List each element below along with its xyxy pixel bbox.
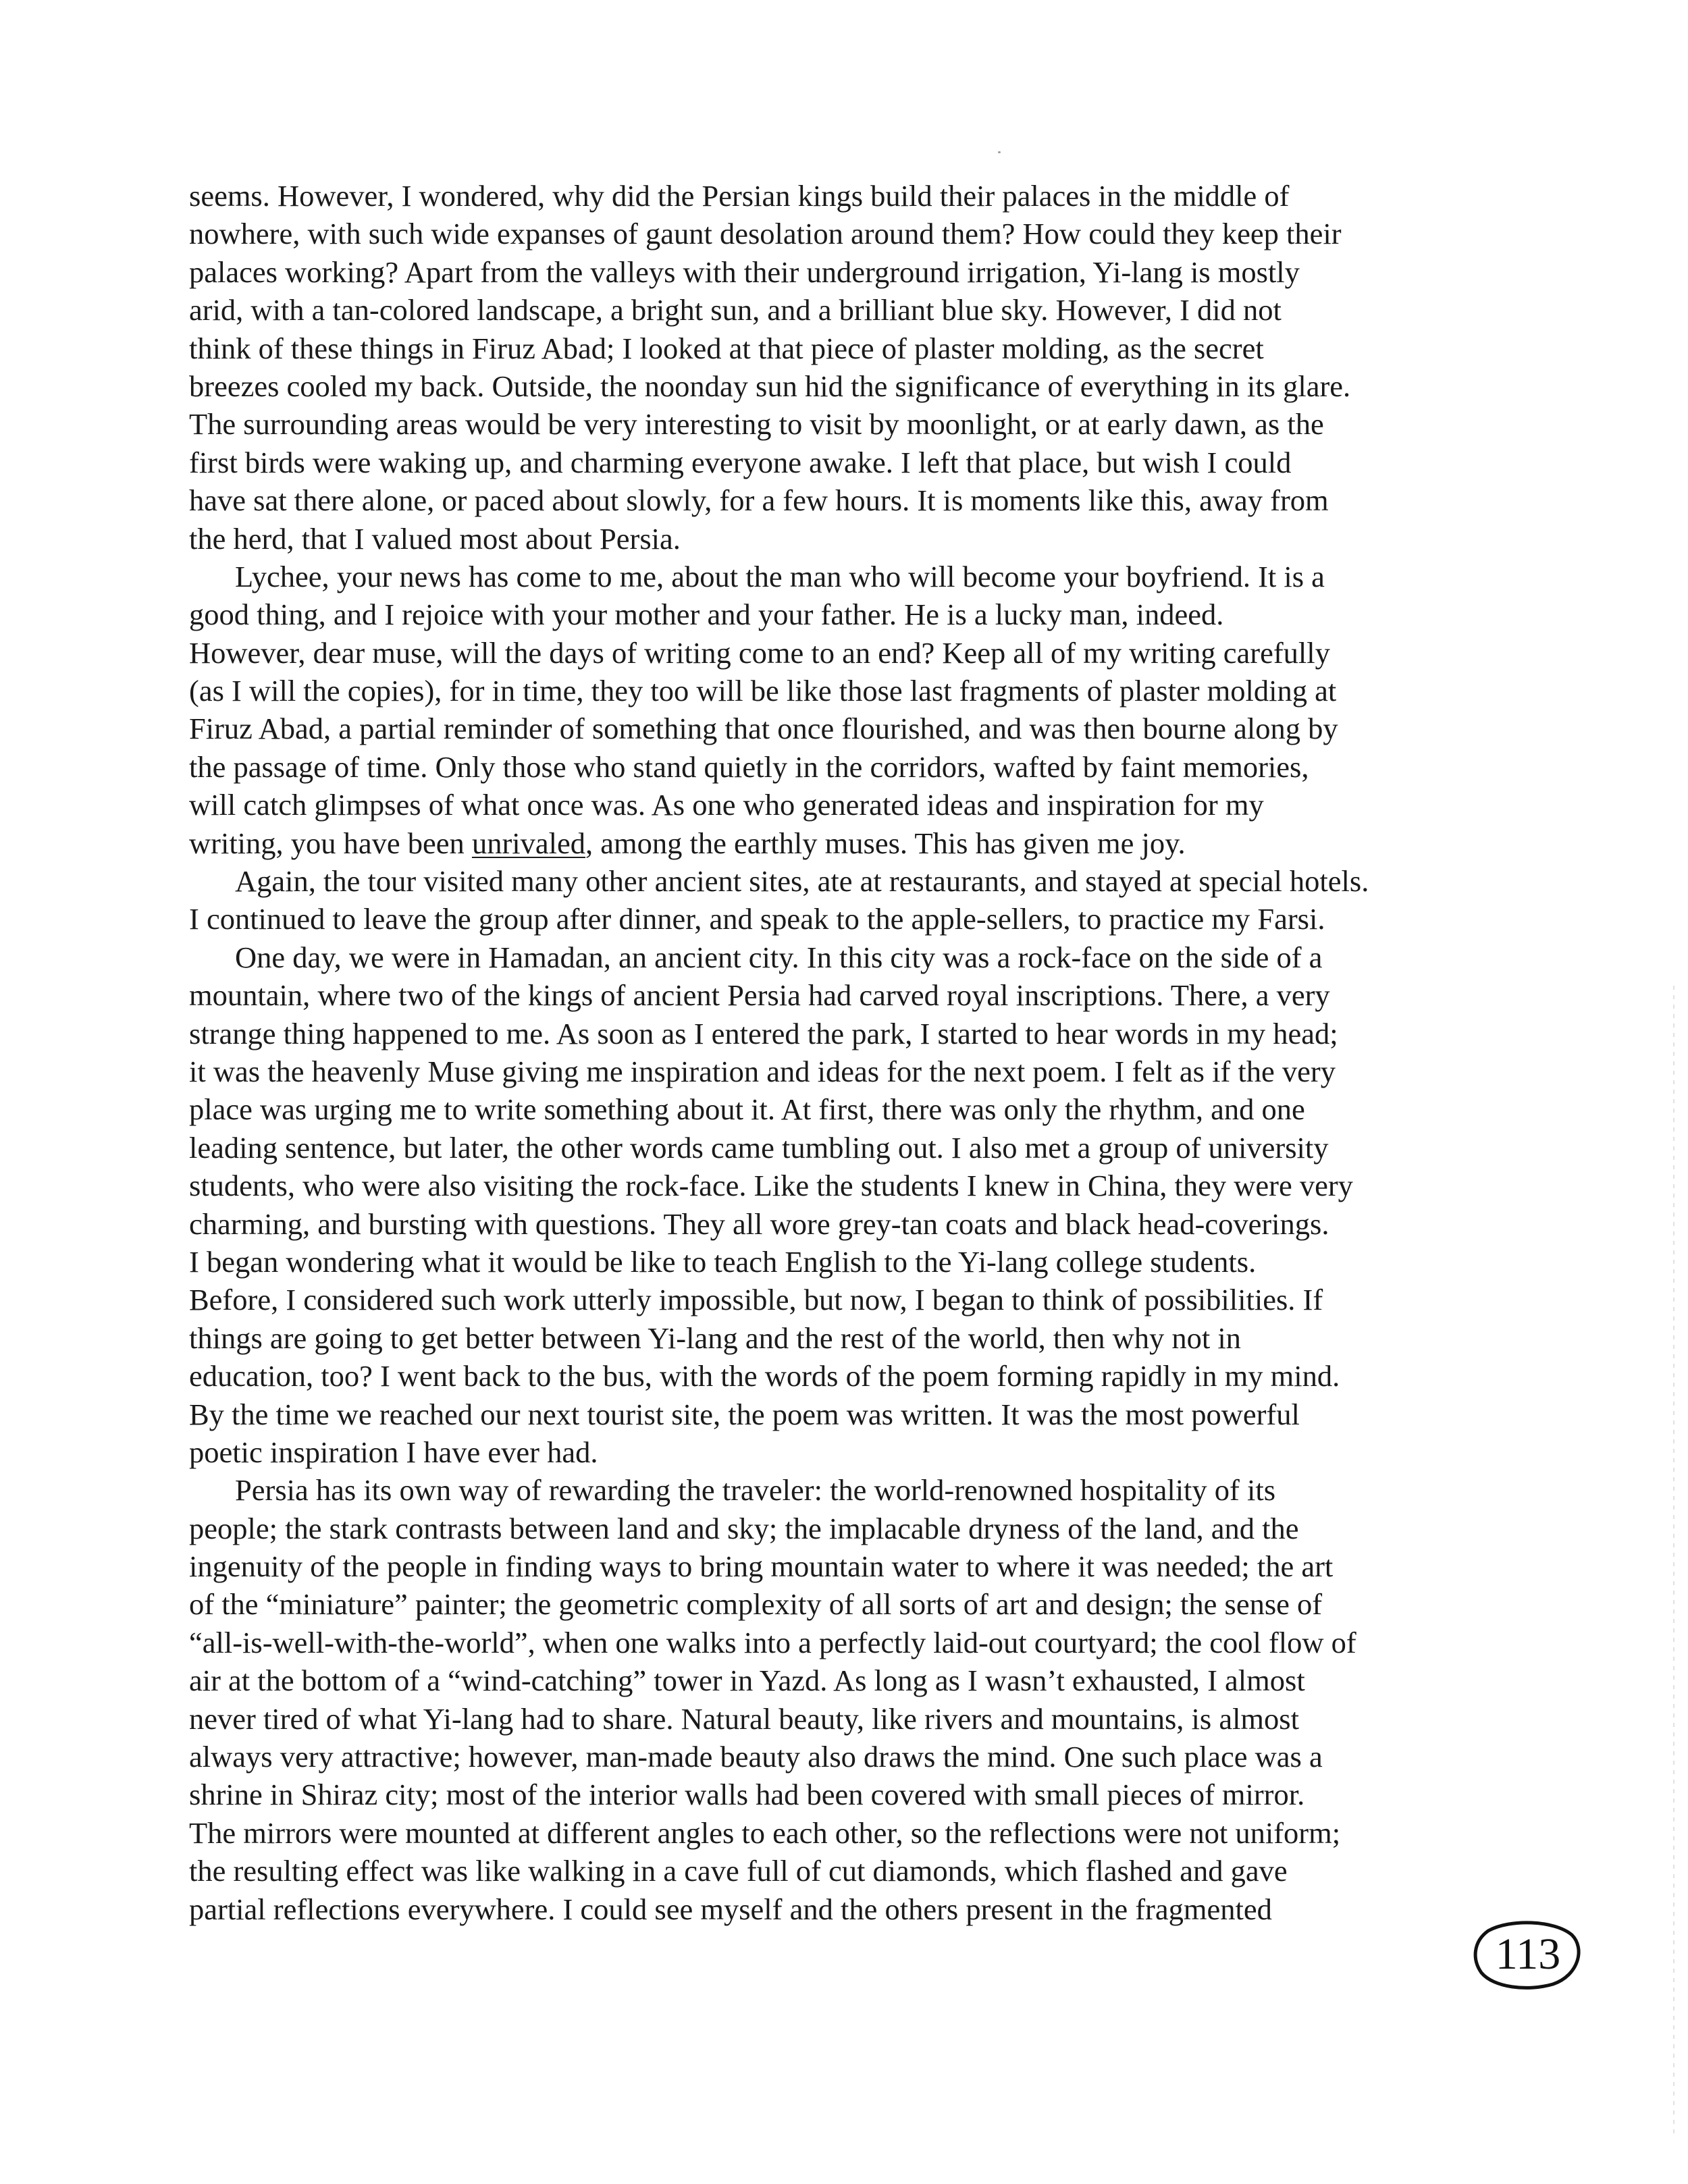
text-line: Before, I considered such work utterly impossible, but now, I began to think of possibilities. If <box>189 1283 1323 1317</box>
paragraph-start-line: Lychee, your news has come to me, about the man who will become your boyfriend. It is a <box>235 559 1325 593</box>
text-line: breezes cooled my back. Outside, the noonday sun hid the significance of everything in its glare. <box>189 369 1351 403</box>
text-line: think of these things in Firuz Abad; I looked at that piece of plaster molding, as the secret <box>189 331 1264 365</box>
handwritten-page-number <box>1471 1915 1585 1992</box>
body-text <box>189 177 1492 1928</box>
text-line: charming, and bursting with questions. They all wore grey-tan coats and black head-coverings. <box>189 1206 1329 1241</box>
muse-line-after: , among the earthly muses. This has given me joy. <box>585 826 1186 860</box>
scan-edge-artifact <box>1673 986 1674 2133</box>
text-line: However, dear muse, will the days of writing come to an end? Keep all of my writing carefully <box>189 635 1330 670</box>
text-line: (as I will the copies), for in time, they too will be like those last fragments of plaster molding at <box>189 674 1337 708</box>
text-line: the herd, that I valued most about Persia. <box>189 521 681 556</box>
text-line: leading sentence, but later, the other words came tumbling out. I also met a group of university <box>189 1130 1329 1165</box>
muse-line-before: writing, you have been <box>189 826 472 860</box>
page-number-circle <box>1471 1915 1585 1992</box>
text-line: things are going to get better between Yi-lang and the rest of the world, then why not in <box>189 1321 1241 1355</box>
paragraph-start-line: Again, the tour visited many other ancient sites, ate at restaurants, and stayed at special hotels. <box>235 864 1369 899</box>
scan-speck <box>998 151 1001 153</box>
text-line: will catch glimpses of what once was. As one who generated ideas and inspiration for my <box>189 788 1264 822</box>
text-line: “all-is-well-with-the-world”, when one walks into a perfectly laid-out courtyard; the cool flow of <box>189 1625 1356 1659</box>
text-line: have sat there alone, or paced about slowly, for a few hours. It is moments like this, away from <box>189 483 1329 518</box>
text-line: Firuz Abad, a partial reminder of something that once flourished, and was then bourne along by <box>189 712 1338 746</box>
text-line: good thing, and I rejoice with your mother and your father. He is a lucky man, indeed. <box>189 597 1224 632</box>
paragraph-start-line: One day, we were in Hamadan, an ancient city. In this city was a rock-face on the side of a <box>235 940 1323 974</box>
underlined-word: unrivaled <box>471 826 585 860</box>
text-line: the resulting effect was like walking in a cave full of cut diamonds, which flashed and gave <box>189 1854 1288 1888</box>
text-line: students, who were also visiting the rock-face. Like the students I knew in China, they were very <box>189 1169 1353 1203</box>
text-line: shrine in Shiraz city; most of the interior walls had been covered with small pieces of mirror. <box>189 1778 1305 1812</box>
text-line: partial reflections everywhere. I could see myself and the others present in the fragmented <box>189 1892 1272 1926</box>
text-line: poetic inspiration I have ever had. <box>189 1435 598 1469</box>
text-line: I began wondering what it would be like to teach English to the Yi-lang college students. <box>189 1244 1257 1279</box>
text-line: I continued to leave the group after dinner, and speak to the apple-sellers, to practice my Farsi. <box>189 902 1325 936</box>
text-line: ingenuity of the people in finding ways to bring mountain water to where it was needed; the art <box>189 1549 1334 1584</box>
text-line: The mirrors were mounted at different angles to each other, so the reflections were not uniform; <box>189 1815 1341 1850</box>
text-line: never tired of what Yi-lang had to share. Natural beauty, like rivers and mountains, is almost <box>189 1701 1299 1736</box>
text-line: seems. However, I wondered, why did the Persian kings build their palaces in the middle of <box>189 179 1290 213</box>
text-line: first birds were waking up, and charming everyone awake. I left that place, but wish I could <box>189 445 1292 479</box>
text-line: always very attractive; however, man-made beauty also draws the mind. One such place was a <box>189 1740 1323 1774</box>
text-line: air at the bottom of a “wind-catching” tower in Yazd. As long as I wasn’t exhausted, I almost <box>189 1663 1305 1698</box>
text-line: By the time we reached our next tourist site, the poem was written. It was the most powerful <box>189 1397 1300 1431</box>
text-line: palaces working? Apart from the valleys with their underground irrigation, Yi-lang is mostly <box>189 255 1300 289</box>
text-line: arid, with a tan-colored landscape, a bright sun, and a brilliant blue sky. However, I did not <box>189 293 1282 327</box>
paragraph-start-line: Persia has its own way of rewarding the traveler: the world-renowned hospitality of its <box>235 1473 1276 1508</box>
text-line: education, too? I went back to the bus, with the words of the poem forming rapidly in my mind. <box>189 1359 1340 1393</box>
text-line: The surrounding areas would be very interesting to visit by moonlight, or at early dawn, as the <box>189 407 1324 442</box>
text-line: people; the stark contrasts between land and sky; the implacable dryness of the land, and the <box>189 1511 1299 1545</box>
text-line: place was urging me to write something about it. At first, there was only the rhythm, and one <box>189 1092 1305 1127</box>
text-line: of the “miniature” painter; the geometric complexity of all sorts of art and design; the sense of <box>189 1587 1323 1622</box>
text-line: strange thing happened to me. As soon as I entered the park, I started to hear words in my head; <box>189 1016 1338 1050</box>
text-line: it was the heavenly Muse giving me inspiration and ideas for the next poem. I felt as if the very <box>189 1054 1336 1088</box>
text-line: the passage of time. Only those who stand quietly in the corridors, wafted by faint memories, <box>189 749 1309 784</box>
page-number-text: 113 <box>1495 1929 1561 1979</box>
text-line: mountain, where two of the kings of ancient Persia had carved royal inscriptions. There, a very <box>189 978 1330 1013</box>
text-line: nowhere, with such wide expanses of gaunt desolation around them? How could they keep their <box>189 217 1342 251</box>
text-line-with-underline <box>189 824 1492 862</box>
